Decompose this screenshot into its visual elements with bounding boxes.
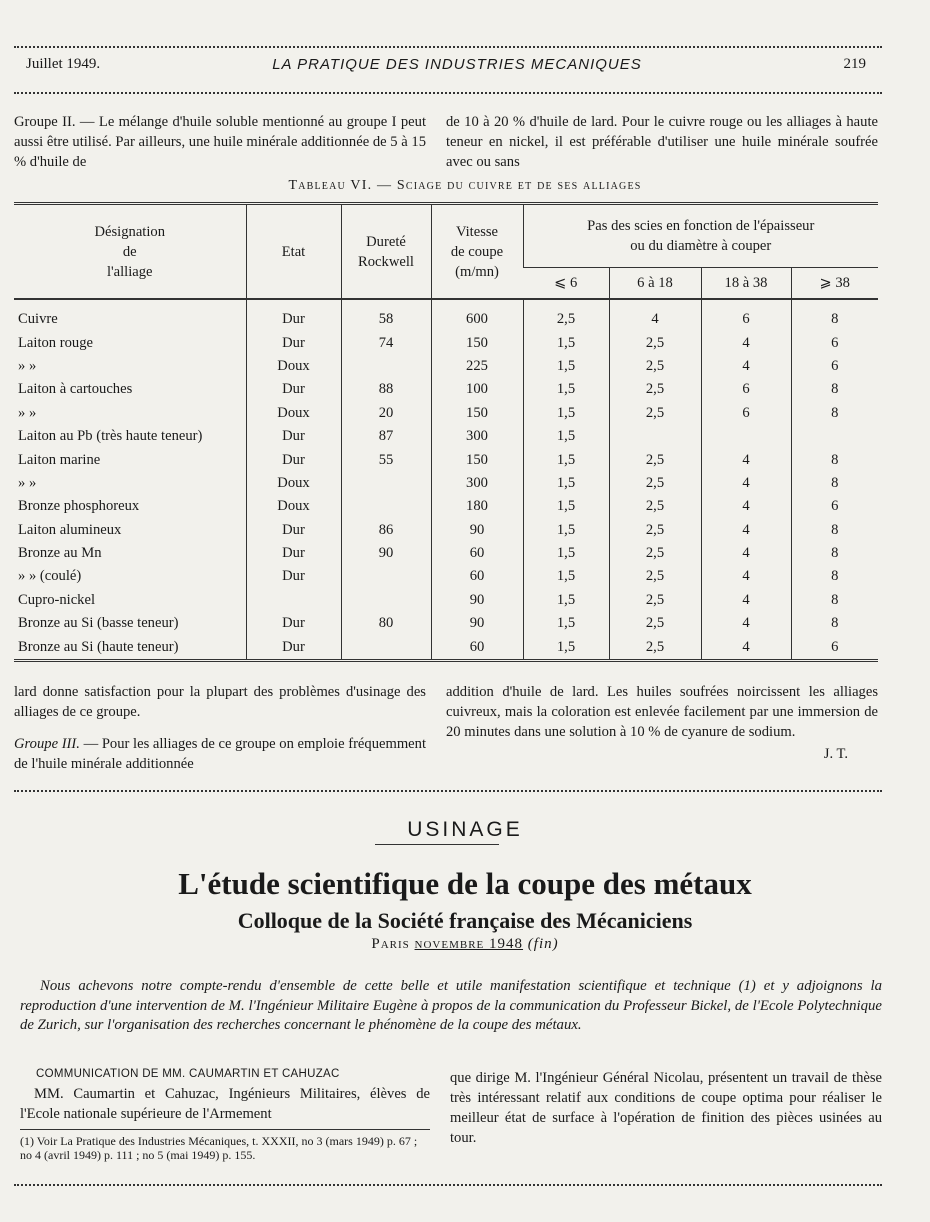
table-cell: 4 xyxy=(701,519,791,542)
col-header-designation: Désignation de l'alliage xyxy=(94,223,166,280)
table-cell: 2,5 xyxy=(609,448,701,471)
header-bottom-dotted-rule xyxy=(14,92,882,94)
group-iii-label: Groupe III. xyxy=(14,736,80,752)
table-title: Tableau VI. — Sciage du cuivre et de ses alliages xyxy=(288,178,642,193)
table-cell: » » (coulé) xyxy=(18,568,82,585)
table-cell: 2,5 xyxy=(609,565,701,588)
table-cell: Doux xyxy=(246,495,341,518)
table-cell: 90 xyxy=(431,519,523,542)
table-cell: 1,5 xyxy=(523,612,609,635)
table-cell: 2,5 xyxy=(609,355,701,378)
table-cell: 1,5 xyxy=(523,425,609,448)
table-cell: 1,5 xyxy=(523,589,609,612)
table-cell: 4 xyxy=(701,612,791,635)
section-underline xyxy=(375,844,499,845)
table-cell: 150 xyxy=(431,402,523,425)
table-row xyxy=(14,331,878,354)
after-table-right-column xyxy=(446,682,878,764)
table-cell: 87 xyxy=(341,425,431,448)
table-cell: 2,5 xyxy=(609,472,701,495)
col-header-sub-1: ⩽ 6 xyxy=(523,268,609,300)
table-cell: Dur xyxy=(246,331,341,354)
table-cell xyxy=(341,495,431,518)
table-cell xyxy=(791,425,878,448)
table-cell: 2,5 xyxy=(609,612,701,635)
table-cell xyxy=(341,589,431,612)
table-cell: Laiton au Pb (très haute teneur) xyxy=(18,428,203,445)
table-row xyxy=(14,448,878,471)
table-cell: 8 xyxy=(791,378,878,401)
table-cell xyxy=(246,589,341,612)
table-cell: 1,5 xyxy=(523,402,609,425)
table-cell: 4 xyxy=(701,565,791,588)
table-cell: 180 xyxy=(431,495,523,518)
table-cell: Doux xyxy=(246,355,341,378)
after-table-left-p1: lard donne satisfaction pour la plupart des problèmes d'usinage des alliages de ce groupe. xyxy=(14,684,426,720)
table-cell: 4 xyxy=(701,472,791,495)
table-cell: 1,5 xyxy=(523,635,609,660)
table-cell: 60 xyxy=(431,565,523,588)
footnote: (1) Voir La Pratique des Industries Mécaniques, t. XXXII, no 3 (mars 1949) p. 67 ; no 4 (avril 1949) p. 111 ; no 5 (mai 1949) p. 155. xyxy=(20,1134,418,1162)
table-cell: 88 xyxy=(341,378,431,401)
table-row xyxy=(14,612,878,635)
table-row xyxy=(14,519,878,542)
table-cell: 2,5 xyxy=(609,542,701,565)
table-cell: 8 xyxy=(791,299,878,331)
table-cell: Laiton marine xyxy=(18,451,101,468)
table-cell: 300 xyxy=(431,425,523,448)
page-number: 219 xyxy=(843,56,866,72)
table-cell: Dur xyxy=(246,299,341,331)
table-cell: 8 xyxy=(791,519,878,542)
table-cell: 8 xyxy=(791,542,878,565)
table-cell: 90 xyxy=(431,589,523,612)
table-cell: 2,5 xyxy=(609,378,701,401)
col-header-pas: Pas des scies en fonction de l'épaisseur ou du diamètre à couper xyxy=(523,204,878,268)
col-header-sub-3: 18 à 38 xyxy=(701,268,791,300)
table-cell: Dur xyxy=(246,519,341,542)
table-cell xyxy=(341,635,431,660)
table-cell: Cuivre xyxy=(18,311,58,328)
table-cell: 1,5 xyxy=(523,472,609,495)
article-intro: Nous achevons notre compte-rendu d'ensemble de cette belle et utile manifestation scientifique et technique (1) et y adjoignons la reproduction d'une intervention de M. l'Ingénieur Militaire Eugène à propos de la communication du Professeur Bickel, de l'Ecole Polytechnique de Zurich, sur l'organisation des recherches concernant le phénomène de la coupe des métaux. xyxy=(20,978,882,1033)
table-cell: 55 xyxy=(341,448,431,471)
table-cell xyxy=(609,425,701,448)
table-row xyxy=(14,425,878,448)
table-cell: 1,5 xyxy=(523,331,609,354)
table-cell: 2,5 xyxy=(609,519,701,542)
table-cell xyxy=(341,472,431,495)
table-cell: 4 xyxy=(609,299,701,331)
table-cell: 6 xyxy=(701,402,791,425)
table-cell: 6 xyxy=(791,355,878,378)
table-cell: 8 xyxy=(791,589,878,612)
header-journal-title: LA PRATIQUE DES INDUSTRIES MECANIQUES xyxy=(272,56,642,73)
dateline-date: novembre 1948 xyxy=(414,936,524,952)
table-cell: Laiton alumineux xyxy=(18,521,122,538)
article-title: L'étude scientifique de la coupe des métaux xyxy=(178,866,752,901)
table-cell: 1,5 xyxy=(523,565,609,588)
table-cell: Dur xyxy=(246,612,341,635)
table-cell: 2,5 xyxy=(609,402,701,425)
table-cell: 2,5 xyxy=(609,331,701,354)
table-cell: 150 xyxy=(431,331,523,354)
table-cell: 4 xyxy=(701,355,791,378)
col-header-etat: Etat xyxy=(246,204,341,300)
table-cell: 60 xyxy=(431,542,523,565)
table-cell: Bronze phosphoreux xyxy=(18,498,140,515)
col-header-vitesse: Vitesse de coupe (m/mn) xyxy=(431,204,523,300)
table-cell: 90 xyxy=(431,612,523,635)
table-cell: 2,5 xyxy=(609,495,701,518)
table-cell: 90 xyxy=(341,542,431,565)
running-header xyxy=(26,56,866,80)
table-cell: 58 xyxy=(341,299,431,331)
header-date: Juillet 1949. xyxy=(26,56,101,72)
alloy-sawing-table xyxy=(14,202,878,662)
col-header-durete: Dureté Rockwell xyxy=(341,204,431,300)
table-cell: 4 xyxy=(701,448,791,471)
table-cell: Bronze au Si (haute teneur) xyxy=(18,638,179,655)
table-cell: 8 xyxy=(791,612,878,635)
table-cell: Bronze au Mn xyxy=(18,545,102,562)
col-header-sub-4: ⩾ 38 xyxy=(791,268,878,300)
table-cell: Dur xyxy=(246,378,341,401)
table-cell: 600 xyxy=(431,299,523,331)
article-right-body: que dirige M. l'Ingénieur Général Nicolau, présentent un travail de thèse très intéressant relatif aux conditions de coupe optima pour réaliser le meilleur état de surface à l'opération de finition des pièces usinées au tour. xyxy=(450,1070,882,1146)
section-heading: USINAGE xyxy=(407,818,523,841)
table-cell: 1,5 xyxy=(523,378,609,401)
top-right-paragraph: de 10 à 20 % d'huile de lard. Pour le cuivre rouge ou les alliages à haute teneur en nickel, il est préférable d'utiliser une huile minérale soufrée avec ou sans xyxy=(446,114,878,170)
table-cell: 1,5 xyxy=(523,495,609,518)
dateline-fin: (fin) xyxy=(527,936,559,952)
table-cell: 8 xyxy=(791,472,878,495)
table-cell: 20 xyxy=(341,402,431,425)
table-cell: Dur xyxy=(246,448,341,471)
table-cell: 4 xyxy=(701,495,791,518)
table-cell: 8 xyxy=(791,448,878,471)
table-cell: 8 xyxy=(791,565,878,588)
article-left-body: MM. Caumartin et Cahuzac, Ingénieurs Militaires, élèves de l'Ecole nationale supérieure de l'Armement xyxy=(20,1086,430,1122)
section-top-dotted-rule xyxy=(14,790,882,792)
dateline-city: Paris xyxy=(371,936,410,952)
table-cell: 6 xyxy=(791,635,878,660)
table-cell: 1,5 xyxy=(523,448,609,471)
table-cell: 300 xyxy=(431,472,523,495)
table-cell: 6 xyxy=(701,378,791,401)
table-cell: Dur xyxy=(246,542,341,565)
table-cell: 2,5 xyxy=(609,589,701,612)
table-row xyxy=(14,355,878,378)
table-cell: Doux xyxy=(246,472,341,495)
table-cell: 225 xyxy=(431,355,523,378)
table-row xyxy=(14,299,878,331)
article-left-column xyxy=(20,1084,430,1124)
after-table-right-p1: addition d'huile de lard. Les huiles soufrées noircissent les alliages cuivreux, mais la coloration est enlevée facilement par une immersion de 20 minutes dans une solution à 10 % de cyanure de sodium. xyxy=(446,684,878,740)
table-cell: 4 xyxy=(701,589,791,612)
table-row xyxy=(14,589,878,612)
bottom-dotted-rule xyxy=(14,1184,882,1186)
table-cell: 2,5 xyxy=(609,635,701,660)
signature: J. T. xyxy=(823,746,848,762)
table-cell: Dur xyxy=(246,635,341,660)
article-subtitle: Colloque de la Société française des Mécaniciens xyxy=(237,908,693,933)
table-cell: Laiton rouge xyxy=(18,334,93,351)
top-left-paragraph: Groupe II. — Le mélange d'huile soluble mentionné au groupe I peut aussi être utilisé. Par ailleurs, une huile minérale additionnée de 5 à 15 % d'huile de xyxy=(14,114,426,170)
table-cell: 60 xyxy=(431,635,523,660)
table-cell: 1,5 xyxy=(523,542,609,565)
table-cell: 150 xyxy=(431,448,523,471)
table-cell: 74 xyxy=(341,331,431,354)
table-cell: 8 xyxy=(791,402,878,425)
table-row xyxy=(14,378,878,401)
top-right-column xyxy=(446,112,878,172)
table-cell: 1,5 xyxy=(523,519,609,542)
table-cell: 6 xyxy=(791,331,878,354)
table-row xyxy=(14,472,878,495)
table-cell: 4 xyxy=(701,331,791,354)
table-cell xyxy=(701,425,791,448)
table-row xyxy=(14,565,878,588)
top-left-column xyxy=(14,112,426,172)
top-dotted-rule xyxy=(14,46,882,48)
table-cell: Dur xyxy=(246,425,341,448)
table-row xyxy=(14,495,878,518)
table-cell: 80 xyxy=(341,612,431,635)
table-cell: Bronze au Si (basse teneur) xyxy=(18,615,179,632)
table-cell xyxy=(341,565,431,588)
table-cell: 4 xyxy=(701,635,791,660)
table-cell: 100 xyxy=(431,378,523,401)
article-right-column xyxy=(450,1068,882,1148)
table-cell: 1,5 xyxy=(523,355,609,378)
table-cell: Laiton à cartouches xyxy=(18,381,133,398)
communication-heading: COMMUNICATION DE MM. CAUMARTIN ET CAHUZAC xyxy=(36,1068,340,1080)
table-cell: Dur xyxy=(246,565,341,588)
table-cell: 2,5 xyxy=(523,299,609,331)
table-row xyxy=(14,635,878,660)
table-cell: 86 xyxy=(341,519,431,542)
table-cell: 6 xyxy=(701,299,791,331)
footnote-rule xyxy=(20,1129,430,1130)
col-header-sub-2: 6 à 18 xyxy=(609,268,701,300)
table-cell: » » xyxy=(18,404,37,421)
table-cell xyxy=(341,355,431,378)
table-cell: Doux xyxy=(246,402,341,425)
group-iii-text: — Pour les alliages de ce groupe on emploie fréquemment de l'huile minérale additionnée xyxy=(14,736,427,772)
table-cell: » » xyxy=(18,474,37,491)
after-table-left-column xyxy=(14,682,426,774)
after-table-left-p2 xyxy=(14,734,426,774)
table-row xyxy=(14,402,878,425)
article-dateline xyxy=(0,936,930,953)
table-cell: Cupro-nickel xyxy=(18,591,96,608)
table-row xyxy=(14,542,878,565)
table-cell: » » xyxy=(18,357,37,374)
table-cell: 4 xyxy=(701,542,791,565)
table-cell: 6 xyxy=(791,495,878,518)
